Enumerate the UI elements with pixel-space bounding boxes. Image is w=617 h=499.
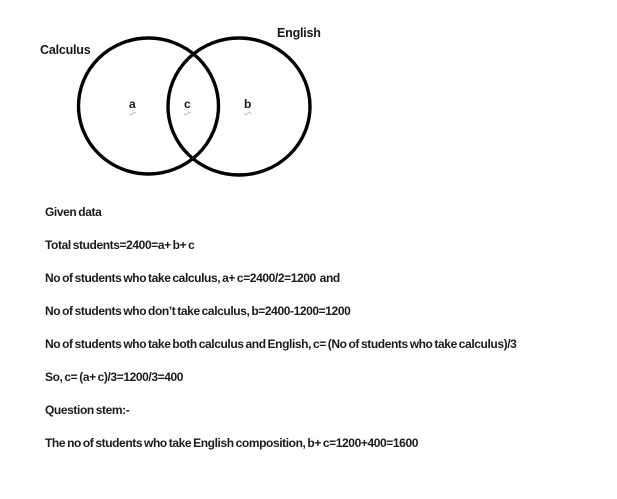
region-a-label: a: [129, 97, 136, 111]
solution-line-dont-take-calculus: No of students who don’t take calculus, b=2400-1200=1200: [45, 304, 351, 318]
solution-line-take-both: No of students who take both calculus and English, c= (No of students who take calculus)/3: [45, 337, 517, 351]
solution-line-english-composition: The no of students who take English composition, b+ c=1200+400=1600: [45, 436, 418, 450]
solution-text: [45, 196, 617, 460]
solution-line-total-students: Total students=2400=a+ b+ c: [45, 238, 195, 252]
solution-line-given-data: Given data: [45, 205, 102, 219]
solution-line-question-stem: Question stem:-: [45, 403, 130, 417]
venn-circles-svg: [0, 0, 400, 200]
venn-diagram: [0, 0, 400, 200]
region-c-label: c: [184, 97, 191, 111]
calculus-circle-label: Calculus: [40, 43, 91, 57]
solution-line-take-calculus: No of students who take calculus, a+ c=2400/2=1200 and: [45, 271, 340, 285]
english-circle-label: English: [277, 26, 321, 40]
solution-line-so-c: So, c= (a+ c)/3=1200/3=400: [45, 370, 184, 384]
region-b-label: b: [244, 97, 252, 111]
calculus-circle: [79, 38, 219, 174]
